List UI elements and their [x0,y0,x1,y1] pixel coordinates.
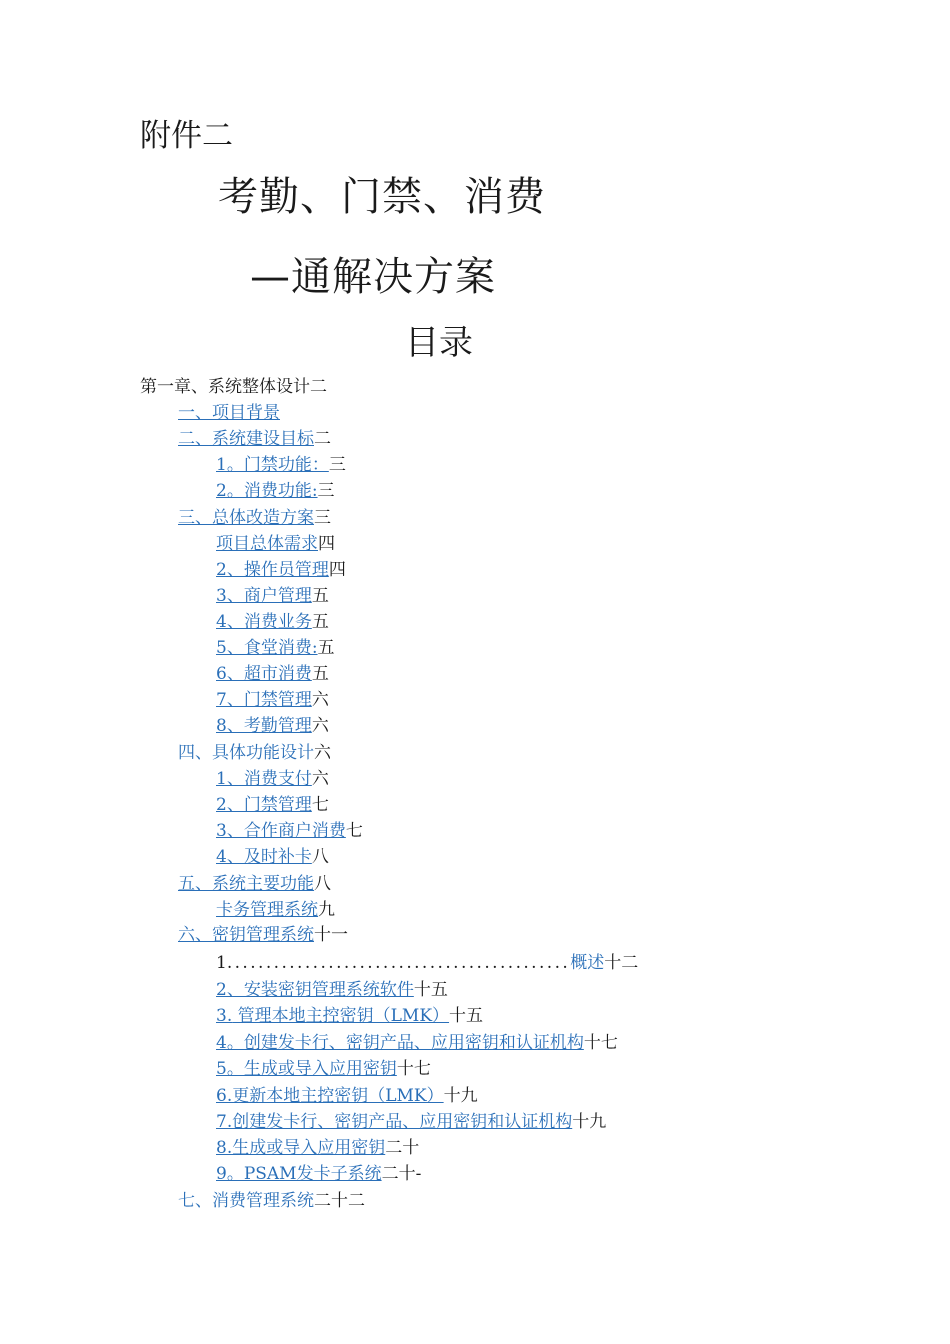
toc-entry-s3-4[interactable] [216,611,329,633]
toc-entry-link[interactable]: 1、消费支付 [216,769,312,789]
toc-entry-link[interactable]: 8.生成或导入应用密钥 [216,1138,386,1158]
toc-entry-page: 五 [317,638,335,658]
toc-entry-page: 十七 [583,1033,618,1053]
toc-entry-page: 二 [310,377,327,397]
toc-entry-s6-6[interactable] [216,1085,478,1107]
toc-entry-s5[interactable] [178,873,331,895]
toc-entry-page: 八 [314,874,331,894]
toc-entry-s4-2[interactable] [216,794,329,816]
toc-entry-s2-2[interactable] [216,480,335,502]
toc-entry-s6[interactable] [178,924,348,946]
toc-title: 目录 [405,323,473,363]
toc-entry-number[interactable]: 3. [216,1006,233,1026]
toc-entry-page: 六 [314,743,331,763]
toc-entry-link[interactable]: 六、密钥管理系统 [178,925,314,945]
toc-entry-page: 二十二 [314,1191,365,1211]
toc-entry-s3[interactable] [178,507,331,529]
toc-entry-link[interactable]: 五、系统主要功能 [178,874,314,894]
toc-entry-label: 第一章、系统整体设计 [140,377,310,397]
toc-entry-link[interactable]: 9。PSAM发卡子系统 [216,1164,382,1184]
toc-entry-s5-0[interactable] [216,899,335,921]
toc-entry-link[interactable]: 2。消费功能: [216,481,318,501]
toc-entry-chapter1[interactable] [140,376,327,398]
toc-entry-page: 五 [311,612,329,632]
toc-entry-link[interactable]: 3、商户管理 [216,586,312,606]
toc-entry-link[interactable]: 项目总体需求 [216,534,318,554]
toc-entry-page: 四 [318,534,335,554]
toc-entry-s4-3[interactable] [216,820,363,842]
toc-entry-s6-4[interactable] [216,1032,618,1054]
toc-entry-s3-3[interactable] [216,585,329,607]
toc-entry-link[interactable]: 2、门禁管理 [216,795,312,815]
toc-entry-page: 五 [311,586,329,606]
toc-entry-page: 十五 [413,980,448,1000]
toc-entry-s7[interactable] [178,1190,365,1212]
toc-entry-link[interactable]: 二、系统建设目标 [178,429,314,449]
toc-entry-page: 二十- [381,1164,422,1184]
toc-entry-link[interactable]: 4、及时补卡 [216,847,312,867]
toc-entry-link[interactable]: 8、考勤管理 [216,716,312,736]
toc-entry-s6-2[interactable] [216,979,448,1001]
toc-entry-page: 六 [311,690,329,710]
toc-entry-page: 六 [311,769,329,789]
toc-entry-s3-8[interactable] [216,715,329,737]
toc-entry-s3-6[interactable] [216,663,329,685]
toc-entry-link[interactable]: 三、总体改造方案 [178,508,314,528]
toc-entry-page: 十五 [449,1006,484,1026]
toc-entry-label[interactable]: 七、消费管理系统 [178,1191,314,1211]
toc-entry-link[interactable]: 5、食堂消费: [216,638,318,658]
toc-entry-link[interactable]: 2、操作员管理 [216,560,329,580]
toc-entry-s3-2[interactable] [216,559,346,581]
toc-entry-link[interactable]: 2、安装密钥管理系统软件 [216,980,414,1000]
toc-entry-s6-5[interactable] [216,1058,431,1080]
toc-entry-link[interactable]: 管理本地主控密钥（LMK） [232,1006,450,1026]
toc-entry-s6-9[interactable] [216,1163,421,1185]
toc-entry-page: 十二 [604,953,639,973]
toc-entry-s4-4[interactable] [216,846,329,868]
attachment-label: 附件二 [140,118,233,154]
toc-entry-link[interactable]: 7.创建发卡行、密钥产品、应用密钥和认证机构 [216,1112,573,1132]
toc-entry-page: 四 [328,560,346,580]
toc-entry-page: 十七 [396,1059,431,1079]
toc-entry-page: 六 [311,716,329,736]
toc-entry-page: 三 [328,455,346,475]
toc-entry-link[interactable]: 1。门禁功能： [216,455,329,475]
toc-entry-s6-1[interactable] [216,952,638,974]
toc-entry-page: 十一 [314,925,348,945]
toc-entry-s3-0[interactable] [216,533,335,555]
toc-entry-s4[interactable] [178,742,331,764]
toc-entry-s1[interactable] [178,402,280,424]
toc-entry-page: 二 [314,429,331,449]
toc-entry-label[interactable]: 概述 [570,953,605,973]
toc-entry-s4-1[interactable] [216,768,329,790]
toc-entry-label[interactable]: 四、具体功能设计 [178,743,314,763]
toc-entry-page: 十九 [443,1086,478,1106]
toc-entry-link[interactable]: 4、消费业务 [216,612,312,632]
toc-entry-page: 九 [318,900,335,920]
toc-entry-page: 三 [317,481,335,501]
toc-entry-link[interactable]: 4。创建发卡行、密钥产品、应用密钥和认证机构 [216,1033,584,1053]
toc-entry-page: 三 [314,508,331,528]
document-title-line1: 考勤、门禁、消费 [218,174,546,220]
toc-entry-link[interactable]: 7、门禁管理 [216,690,312,710]
toc-entry-link[interactable]: 3、合作商户消费 [216,821,346,841]
toc-leader-dots: ............................................ [226,953,571,973]
toc-entry-s3-5[interactable] [216,637,335,659]
toc-entry-s6-7[interactable] [216,1111,606,1133]
toc-entry-s3-7[interactable] [216,689,329,711]
toc-entry-page: 五 [311,664,329,684]
toc-entry-link[interactable]: 6.更新本地主控密钥（LMK） [216,1086,444,1106]
toc-entry-page: 七 [345,821,363,841]
toc-entry-s6-3[interactable] [216,1005,483,1027]
toc-entry-link[interactable]: 卡务管理系统 [216,900,318,920]
toc-entry-link[interactable]: 5。生成或导入应用密钥 [216,1059,397,1079]
toc-entry-s2[interactable] [178,428,331,450]
toc-entry-page: 八 [311,847,329,867]
toc-entry-s6-8[interactable] [216,1137,419,1159]
toc-entry-link[interactable]: 一、项目背景 [178,403,280,423]
toc-entry-page: 七 [311,795,329,815]
toc-entry-s2-1[interactable] [216,454,346,476]
document-title-line2: —通解决方案 [250,254,496,300]
toc-entry-page: 十九 [572,1112,607,1132]
toc-entry-number: 1 [216,953,227,973]
toc-entry-page: 二十 [385,1138,420,1158]
toc-entry-link[interactable]: 6、超市消费 [216,664,312,684]
